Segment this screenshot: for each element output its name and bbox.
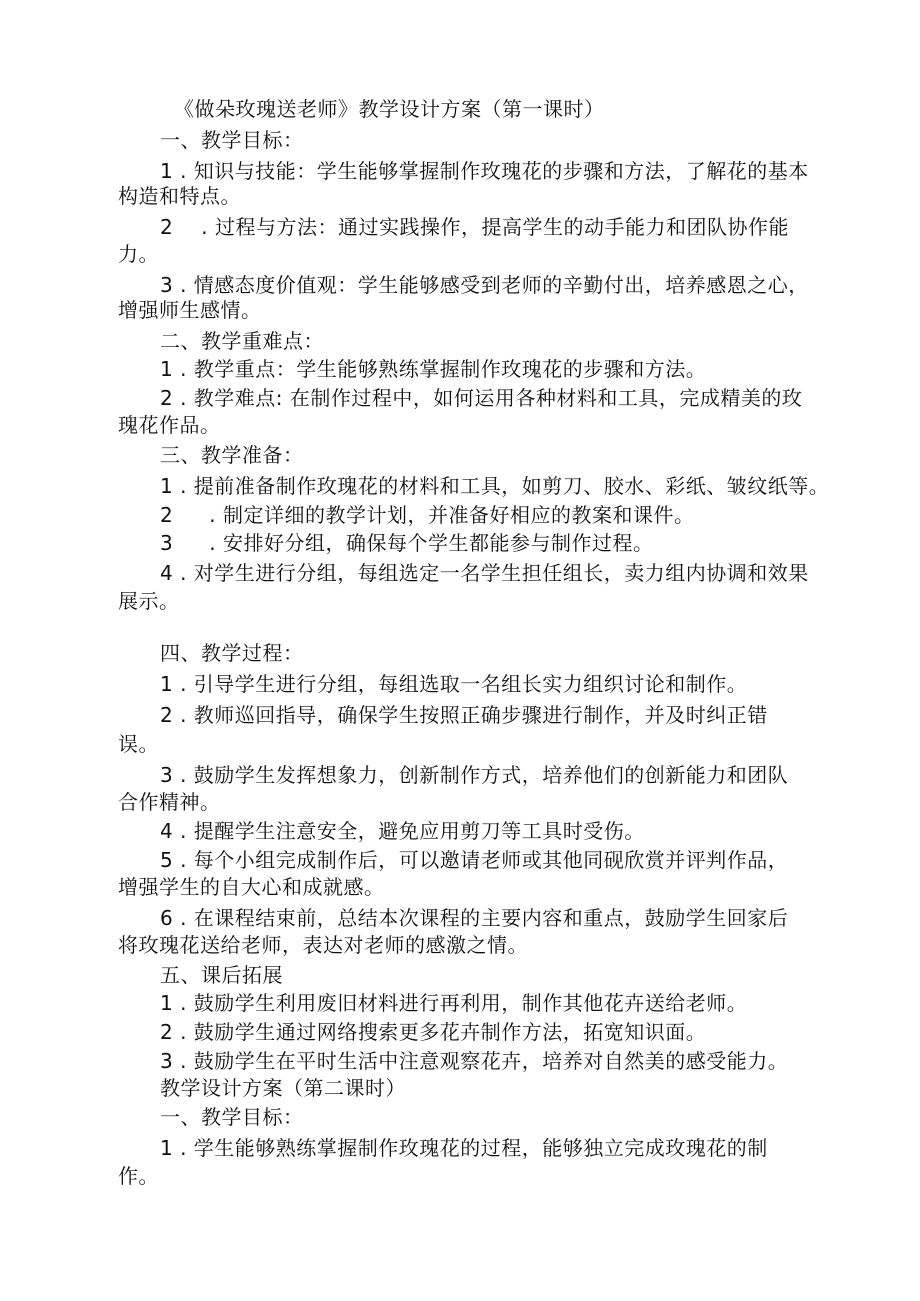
process-item-5-continued: 增强学生的自大心和成就感。 [118,875,385,899]
objective-item-2-continued: 力。 [118,242,159,266]
document-title: 《做朵玫瑰送老师》教学设计方案（第一课时） [174,97,605,121]
lesson-2-objective-item-1-continued: 作。 [118,1164,159,1188]
process-item-1: 1 . 引导学生进行分组，每组选取一名组长实力组织讨论和制作。 [160,672,748,696]
section-heading-process: 四、教学过程： [160,641,304,665]
extension-item-1: 1 . 鼓励学生利用废旧材料进行再利用，制作其他花卉送给老师。 [160,991,748,1015]
lesson-2-section-heading-objectives: 一、教学目标： [160,1105,304,1129]
preparation-item-4: 4 . 对学生进行分组，每组选定一名学生担任组长，卖力组内协调和效果 [160,561,809,585]
item-number: 3 [160,531,174,555]
section-heading-extension: 五、课后拓展 [160,963,283,987]
process-item-4: 4 . 提醒学生注意安全，避免应用剪刀等工具时受伤。 [160,819,645,843]
preparation-item-3 [160,530,653,556]
key-point-item-2-continued: 瑰花作品。 [118,413,221,437]
process-item-5: 5 . 每个小组完成制作后，可以邀请老师或其他同砚欣赏并评判作品， [160,848,789,872]
process-item-6: 6 . 在课程结束前，总结本次课程的主要内容和重点，鼓励学生回家后 [160,906,789,930]
section-heading-preparation: 三、教学准备： [160,443,304,467]
lesson-2-objective-item-1: 1 . 学生能够熟练掌握制作玫瑰花的过程，能够独立完成玫瑰花的制 [160,1136,768,1160]
objective-item-3: 3 . 情感态度价值观：学生能够感受到老师的辛勤付出，培养感恩之心， [160,273,809,297]
lesson-2-title: 教学设计方案（第二课时） [160,1076,406,1100]
process-item-2: 2 . 教师巡回指导，确保学生按照正确步骤进行制作，并及时纠正错 [160,703,768,727]
objective-item-1: 1 . 知识与技能：学生能够掌握制作玫瑰花的步骤和方法，了解花的基本 [160,159,809,183]
preparation-item-4-continued: 展示。 [118,589,180,613]
objective-item-1-continued: 构造和特点。 [118,184,241,208]
item-text: . 安排好分组，确保每个学生都能参与制作过程。 [209,531,654,555]
objective-item-3-continued: 增强师生感情。 [118,298,262,322]
key-point-item-2: 2 . 教学难点: 在制作过程中，如何运用各种材料和工具，完成精美的玫 [160,386,803,410]
extension-item-3: 3 . 鼓励学生在平时生活中注意观察花卉，培养对自然美的感受能力。 [160,1049,789,1073]
key-point-item-1: 1 . 教学重点：学生能够熟练掌握制作玫瑰花的步骤和方法。 [160,357,707,381]
section-heading-key-points: 二、教学重难点： [160,329,324,353]
preparation-item-2 [160,502,694,528]
process-item-3-continued: 合作精神。 [118,790,221,814]
item-number: 2 [160,503,174,527]
process-item-3: 3 . 鼓励学生发挥想象力，创新制作方式，培养他们的创新能力和团队 [160,763,789,787]
item-text: . 制定详细的教学计划，并准备好相应的教案和课件。 [209,503,695,527]
item-number: 2 [160,215,174,239]
preparation-item-1: 1 . 提前准备制作玫瑰花的材料和工具，如剪刀、胶水、彩纸、皱纹纸等。 [160,474,830,498]
objective-item-2 [160,214,789,240]
item-text: . 过程与方法：通过实践操作，提高学生的动手能力和团队协作能 [201,215,789,239]
extension-item-2: 2 . 鼓励学生通过网络搜索更多花卉制作方法，拓宽知识面。 [160,1020,707,1044]
section-heading-objectives: 一、教学目标： [160,128,304,152]
process-item-6-continued: 将玫瑰花送给老师，表达对老师的感激之情。 [118,933,528,957]
process-item-2-continued: 误。 [118,732,159,756]
